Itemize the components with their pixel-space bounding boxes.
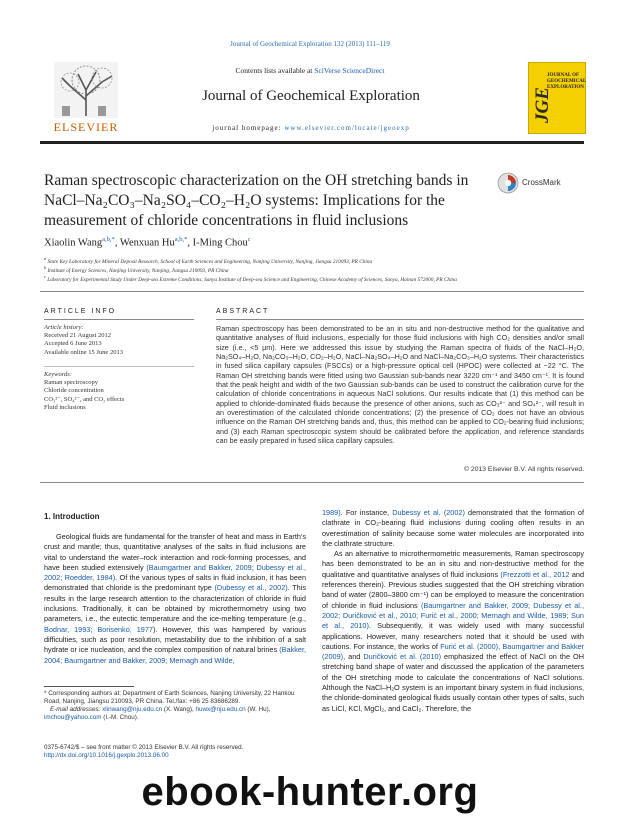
sciencedirect-link[interactable]: SciVerse ScienceDirect <box>314 66 385 75</box>
email-owner: (I.-M. Chou). <box>101 714 139 721</box>
author-sup[interactable]: c <box>247 236 251 243</box>
journal-name: Journal of Geochemical Exploration <box>202 88 420 104</box>
publisher-name: ELSEVIER <box>53 120 119 134</box>
body-text: . This results in the large research attention to the characterization of chloride in fluid inclusions. Traditionally, it can be obtained by microthermometry using two parameters, i.e., the eutectic temperature and the ice-melting temperature (e.g., <box>44 583 306 624</box>
crossmark-icon <box>497 172 519 194</box>
affiliation: $^b$ Institute of Energy Sciences, Nanjing University, Nanjing, Jiangsu 210093, PR China <box>44 265 229 274</box>
body-text: . Subsequently, it was widely used with many successful applications. However, many researchers noted that it should be used with cautions. For instance, the works of <box>322 621 584 651</box>
email-owner: (W. Hu), <box>245 706 271 713</box>
citation-link[interactable]: 1989) <box>322 508 341 517</box>
doi-link[interactable]: http://dx.doi.org/10.1016/j.gexplo.2013.06.00 <box>44 752 169 759</box>
watermark: ebook-hunter.org <box>141 770 479 814</box>
citation-link[interactable]: (Dubessy et al., 2002) <box>214 583 288 593</box>
section-heading: 1. Introduction <box>44 512 100 521</box>
author-name: Wenxuan Hu <box>119 237 175 249</box>
article-history: Article history: Received 21 August 2012 Accepted 6 June 2013 Available online 15 June 2013 <box>44 324 123 356</box>
copyright: © 2013 Elsevier B.V. All rights reserved. <box>464 466 584 473</box>
keyword: Raman spectroscopy <box>44 379 98 387</box>
elsevier-logo <box>40 60 132 134</box>
keyword: Fluid inclusions <box>44 403 86 411</box>
citation-link[interactable]: (Baumgartner and Bakker, 2009; Dubessy et al., 2002; Duričković et al., 2010; Furić et al., 2000; Mernagh and Wilde, 1989; Sun et al., 2010) <box>322 600 584 631</box>
citation-link[interactable]: Dubessy et al. (2002) <box>392 508 465 517</box>
homepage-link[interactable]: www.elsevier.com/locate/jgeoexp <box>284 124 410 132</box>
issn-block: 0375-6742/$ – see front matter © 2013 Elsevier B.V. All rights reserved. http://dx.doi.org/10.1016/j.gexplo.2013.06.00 <box>44 744 306 760</box>
crossmark-badge[interactable] <box>497 172 587 194</box>
abstract-text: Raman spectroscopy has been demonstrated to be an in situ and non-destructive method for the qualitative and quantitative analyses of fluid inclusions, especially for those fluid inclusions with high CO₂ densities and/or small size (i.e., <5 μm). Here we addressed this issue by studying the Raman spectra of fluids of the NaCl–H₂O, Na₂SO₄–H₂O, Na₂CO₃–H₂O, CO₂–H₂O, NaCl–Na₂SO₄–H₂O and NaCl–Na₂CO₃–H₂O systems. Their characteristics in fused silica capillary capsules (FSCCs) or a high-pressure optical cell (HPOC) were collected at ~22 °C. The Raman OH stretching bands were fitted using two Gaussian sub-bands near 3220 cm⁻¹ and 3450 cm⁻¹. It is found that the peak height and width of the two Gaussian sub-bands can be used to construct the calibration curve for the calculation of chloride concentrations in aqueous NaCl solutions. Our results indicate that (1) this method can be applied to chloride-dominated fluids because the presence of other anions, such as CO₃²⁻ and SO₄²⁻, will result in an overestimation of the calculated chloride concentrations; (2) the presence of CO₂ does not have an obvious influence on the Raman OH stretching bands and, thus, this method can be applied to CO₂-bearing fluid inclusions; and (3) each Raman spectroscopic system should be calibrated before the application, and reference standards can be easily prepared in fused silica capillary capsules. <box>216 324 584 446</box>
intro-right-column <box>322 508 584 714</box>
abstract-bottom-rule <box>40 482 584 483</box>
footnote: * Corresponding authors at: Department of Earth Sciences, Nanjing University, 22 Hankou Road, Nanjing, Jiangsu 210093, PR China. Tel./fax: +86 25 83686289. E-mail addresses: xlinwang@nju.edu.cn (X. Wang), huwx@nju.edu.cn (W. Hu), imchou@yahoo.com (I.-M. Chou). <box>44 690 295 721</box>
body-text: Geological fluids are fundamental for the transfer of heat and mass in Earth's crust and mantle; thus, quantitative analyses of the salts in fluid inclusions are vital to understand the water–rock interaction and rock-forming processes, and have been studied extensively <box>44 532 306 572</box>
email-owner: (X. Wang), <box>162 706 196 713</box>
header-rule <box>40 141 584 144</box>
body-text: . Of the various types of salts in fluid inclusion, it has been demonstrated that chloride is the predominant type <box>44 573 306 593</box>
article-title: Raman spectroscopic characterization on the OH stretching bands in NaCl–Na₂CO₃–Na₂SO₄–CO₂–H₂O systems: Implications for the measurement of chloride concentrations in fluid inclusions <box>44 172 469 229</box>
author-name: I-Ming Chou <box>192 237 248 249</box>
body-text: As an alternative to microthermometric measurements, Raman spectroscopy has been demonstrated to be an in situ and non-destructive method for the qualitative and quantitative analyses of fluid inclusions <box>322 549 584 579</box>
citation-link[interactable]: (Frezzotti et al., 2012 <box>500 569 570 579</box>
info-rule <box>44 319 194 320</box>
body-text: . For instance, <box>340 508 393 517</box>
journal-cover <box>528 62 586 134</box>
keywords: Keywords: Raman spectroscopy Chloride concentration CO₃²⁻, SO₄²⁻, and CO₂ effects Fluid inclusions <box>44 371 194 412</box>
body-text: ). However, this was hampered by various difficulties, such as poor resolution, metastability due to the inhibition of a salt hydrate or ice nucleation, and the complex composition of natural brines <box>44 624 306 655</box>
crossmark-label: CrossMark <box>522 178 561 187</box>
body-text: emphasized the effect of NaCl on the OH stretching band shape of water and discussed the application of the parameters of the OH stretching mode to calculate the concentrations of NaCl solutions. Although the NaCl–H₂O system is an important binary system in fluid inclusions, the chloride-dominated geological fluids usually contain other types of salts, such as LiCl, KCl, MgCl₂, and CaCl₂. Therefore, the <box>322 652 584 713</box>
paragraph <box>322 549 584 714</box>
contents-line: Contents lists available at SciVerse ScienceDirect <box>235 66 385 75</box>
body-text: and references therein). Previous studies suggested that the OH stretching vibration band of water (2800–3800 cm⁻¹) can be employed to measure the concentration of chloride in fluid inclusions <box>322 569 585 610</box>
email-link[interactable]: huwx@nju.edu.cn <box>195 706 246 713</box>
journal-reference[interactable]: Journal of Geochemical Exploration 132 (2013) 111–119 <box>230 40 390 48</box>
keyword: CO₃²⁻, SO₄²⁻, and CO₂ effects <box>44 395 125 403</box>
body-text: demonstrated that the formation of clathrate in CO₂-bearing fluid inclusions during cooling often results in an overestimation of salinity because some water molecules are incorporated into the clathrate structure. <box>322 508 585 548</box>
citation-link[interactable]: Furić et al. (2000), Baumgartner and Bakker (2009) <box>322 641 584 662</box>
abstract-heading: ABSTRACT <box>216 308 270 315</box>
author-sup[interactable]: a,b,* <box>102 236 115 243</box>
author-sup[interactable]: a,b,* <box>174 236 188 243</box>
email-link[interactable]: imchou@yahoo.com <box>44 714 102 721</box>
author-name: Xiaolin Wang <box>44 237 103 249</box>
affiliation-rule <box>40 291 584 292</box>
footnote-rule <box>44 686 134 687</box>
email-link[interactable]: xlinwang@nju.edu.cn <box>102 706 163 713</box>
affiliation: $^a$ State Key Laboratory for Mineral Deposit Research, School of Earth Sciences and Engineering, Nanjing University, Nanjing, Jiangsu 210093, PR China <box>44 256 373 265</box>
abstract-rule <box>216 319 584 320</box>
citation-link[interactable]: Bodnar, 1993; Borisenko, 1977 <box>44 624 153 634</box>
journal-homepage: journal homepage: www.elsevier.com/locate/jgeoexp <box>212 124 410 132</box>
body-text: , and <box>343 652 364 662</box>
author-list: Xiaolin Wang$^{a,b,*}$, Wenxuan $Hu^{a,b,*}$, I-Ming Chou$^c$ <box>44 236 251 249</box>
info-divider <box>44 366 194 367</box>
citation-link[interactable]: (Baumgartner and Bakker, 2009; Dubessy et al., 2002; Roedder, 1984) <box>44 562 306 583</box>
cover-abbrev: JGE <box>532 87 553 123</box>
intro-left-column <box>44 532 306 666</box>
keyword: Chloride concentration <box>44 387 104 395</box>
cover-title: JOURNAL OF GEOCHEMICAL EXPLORATION <box>547 73 586 90</box>
citation-link[interactable]: Duričković et al. (2010) <box>363 652 442 662</box>
article-info-heading: ARTICLE INFO <box>44 308 117 315</box>
affiliation: $^c$ Laboratory for Experimental Study Under Deep-sea Extreme Conditions, Sanya Institute of Deep-sea Science and Engineering, Chinese Academy of Sciences, Sanya, Hainan 572000, PR China <box>44 274 457 283</box>
citation-link[interactable]: (Bakker, 2004; Baumgartner and Bakker, 2009; Mernagh and Wilde, <box>44 645 306 665</box>
paragraph <box>322 508 584 549</box>
